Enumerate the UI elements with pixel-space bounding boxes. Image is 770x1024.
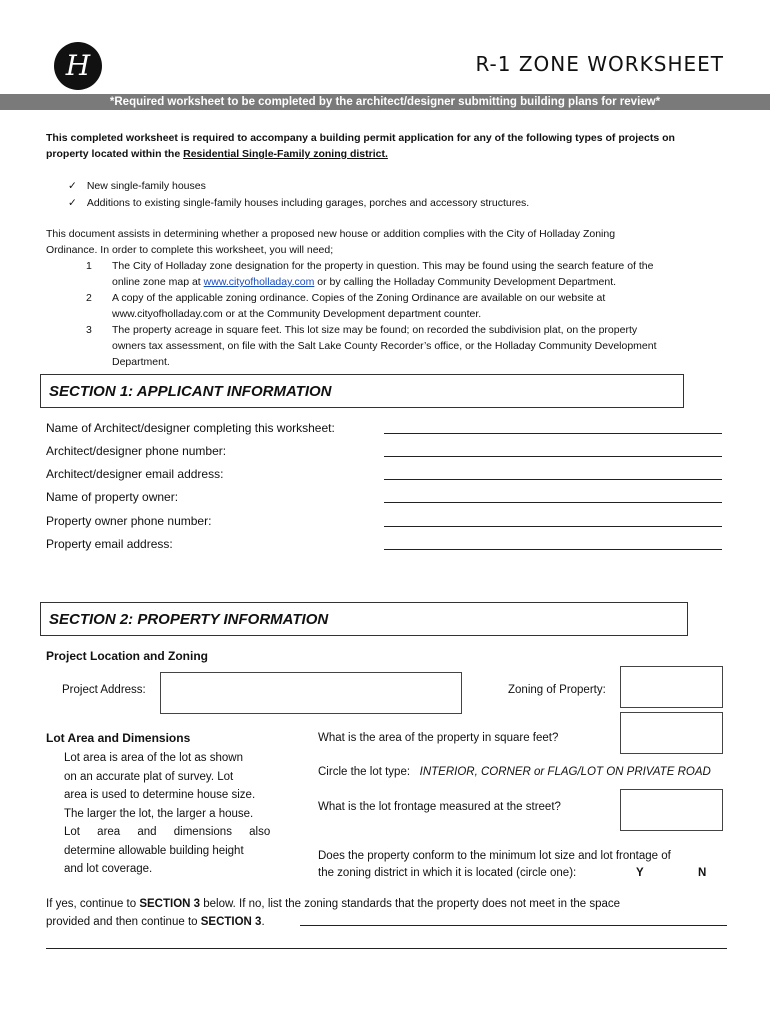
architect-phone-label: Architect/designer phone number: bbox=[46, 444, 227, 458]
lot-type-label: Circle the lot type: bbox=[318, 766, 411, 778]
frontage-input[interactable] bbox=[620, 789, 723, 831]
if-yes-line2 bbox=[46, 913, 736, 931]
frontage-question: What is the lot frontage measured at the street? bbox=[318, 801, 561, 813]
item-text: owners tax assessment, on file with the Salt Lake County Recorder’s office, or the Holladay Community Development bbox=[112, 340, 657, 352]
assist-paragraph bbox=[46, 226, 726, 258]
page-title: R-1 ZONE WORKSHEET bbox=[475, 52, 724, 76]
assist-line1: This document assists in determining whether a proposed new house or addition complies with the City of Holladay Zoning bbox=[46, 228, 616, 240]
item-text-part: online zone map at bbox=[112, 276, 204, 288]
lot-area-heading: Lot Area and Dimensions bbox=[46, 731, 191, 745]
city-logo bbox=[54, 42, 102, 90]
item-number: 1 bbox=[86, 260, 92, 272]
project-address-label: Project Address: bbox=[62, 684, 146, 696]
list-item-text: New single-family houses bbox=[86, 180, 206, 192]
item-text: Department. bbox=[112, 356, 170, 368]
intro-paragraph bbox=[46, 130, 726, 162]
intro-line1: This completed worksheet is required to accompany a building permit application for any of the following types of projects on bbox=[46, 132, 675, 144]
section2-header bbox=[40, 602, 688, 636]
section1-title: SECTION 1: APPLICANT INFORMATION bbox=[49, 382, 332, 400]
conform-line2-text: the zoning district in which it is located (circle one): bbox=[318, 867, 577, 879]
lot-type-question bbox=[318, 766, 711, 778]
zoning-district-link: Residential Single-Family zoning district. bbox=[183, 148, 388, 160]
conform-line2 bbox=[318, 865, 728, 882]
owner-phone-label: Property owner phone number: bbox=[46, 514, 212, 528]
owner-name-label: Name of property owner: bbox=[46, 490, 179, 504]
owner-phone-field[interactable] bbox=[384, 526, 722, 527]
architect-name-field[interactable] bbox=[384, 433, 722, 434]
if-yes-text: provided and then continue to bbox=[46, 916, 201, 928]
intro-line2 bbox=[46, 146, 726, 162]
lot-text-line: Lot area is area of the lot as shown bbox=[64, 752, 243, 764]
item-text: The City of Holladay zone designation for the property in question. This may be found using the search feature of the bbox=[112, 260, 654, 272]
item-number: 2 bbox=[86, 292, 92, 304]
conform-question bbox=[318, 848, 728, 882]
lot-area-description bbox=[64, 749, 278, 879]
logo-letter: H bbox=[65, 49, 91, 82]
lot-text-line: on an accurate plat of survey. Lot bbox=[64, 770, 234, 783]
list-item bbox=[86, 322, 726, 370]
lot-text-line: The larger the lot, the larger a house. bbox=[64, 807, 254, 820]
owner-name-field[interactable] bbox=[384, 502, 722, 503]
city-website-link[interactable]: www.cityofholladay.com bbox=[203, 276, 315, 288]
if-yes-text: If yes, continue to bbox=[46, 898, 140, 910]
if-yes-text: below. If no, list the zoning standards that the property does not meet in the space bbox=[200, 898, 621, 910]
lot-text-line: and lot coverage. bbox=[64, 863, 153, 875]
item-text: The property acreage in square feet. This lot size may be found; on recorded the subdivision plat, on the property bbox=[112, 324, 638, 336]
conform-line1: Does the property conform to the minimum lot size and lot frontage of bbox=[318, 850, 671, 862]
lot-text-line: determine allowable building height bbox=[64, 844, 244, 857]
project-type-list bbox=[68, 178, 529, 212]
section3-ref: SECTION 3 bbox=[139, 898, 201, 910]
checkmark-icon: ✓ bbox=[68, 180, 77, 192]
yes-option[interactable]: Y bbox=[636, 867, 644, 879]
location-zoning-heading: Project Location and Zoning bbox=[46, 649, 208, 663]
list-item-text: Additions to existing single-family houses including garages, porches and accessory structures. bbox=[86, 197, 530, 209]
area-question: What is the area of the property in square feet? bbox=[318, 732, 559, 744]
lot-text-line: Lot area and dimensions also bbox=[64, 826, 271, 838]
item-text-part: or by calling the Holladay Community Development Department. bbox=[314, 276, 617, 288]
item-text: www.cityofholladay.com or at the Community Development department counter. bbox=[112, 308, 482, 320]
section2-title: SECTION 2: PROPERTY INFORMATION bbox=[49, 610, 329, 628]
required-banner-text: *Required worksheet to be completed by the architect/designer submitting building plans for review* bbox=[106, 95, 664, 109]
checkmark-icon: ✓ bbox=[68, 197, 77, 209]
zoning-input[interactable] bbox=[620, 666, 723, 708]
if-yes-text: . bbox=[261, 916, 265, 928]
assist-line2: Ordinance. In order to complete this worksheet, you will need; bbox=[46, 244, 334, 256]
no-option[interactable]: N bbox=[698, 867, 707, 879]
section1-header bbox=[40, 374, 684, 408]
list-item bbox=[68, 195, 529, 212]
project-address-input[interactable] bbox=[160, 672, 462, 714]
architect-email-label: Architect/designer email address: bbox=[46, 467, 224, 481]
standards-line-1[interactable] bbox=[300, 925, 727, 926]
if-yes-line1 bbox=[46, 895, 736, 913]
architect-name-label: Name of Architect/designer completing this worksheet: bbox=[46, 421, 335, 435]
intro-line2-text: property located within the bbox=[46, 148, 184, 160]
architect-email-field[interactable] bbox=[384, 479, 722, 480]
standards-line-2[interactable] bbox=[46, 948, 727, 949]
lot-type-options[interactable]: INTERIOR, CORNER or FLAG/LOT ON PRIVATE ROAD bbox=[419, 766, 711, 778]
area-input[interactable] bbox=[620, 712, 723, 754]
list-item bbox=[86, 290, 726, 322]
item-text: A copy of the applicable zoning ordinance. Copies of the Zoning Ordinance are available on our website at bbox=[112, 292, 606, 304]
section3-ref: SECTION 3 bbox=[200, 916, 262, 928]
zoning-label: Zoning of Property: bbox=[508, 684, 606, 696]
required-banner bbox=[0, 94, 770, 110]
list-item bbox=[86, 258, 726, 290]
item-text bbox=[112, 274, 653, 290]
list-item bbox=[68, 178, 529, 195]
property-email-field[interactable] bbox=[384, 549, 722, 550]
property-email-label: Property email address: bbox=[46, 537, 173, 551]
item-number: 3 bbox=[86, 324, 92, 336]
architect-phone-field[interactable] bbox=[384, 456, 722, 457]
lot-text-line: area is used to determine house size. bbox=[64, 789, 256, 801]
requirements-list bbox=[86, 258, 726, 370]
